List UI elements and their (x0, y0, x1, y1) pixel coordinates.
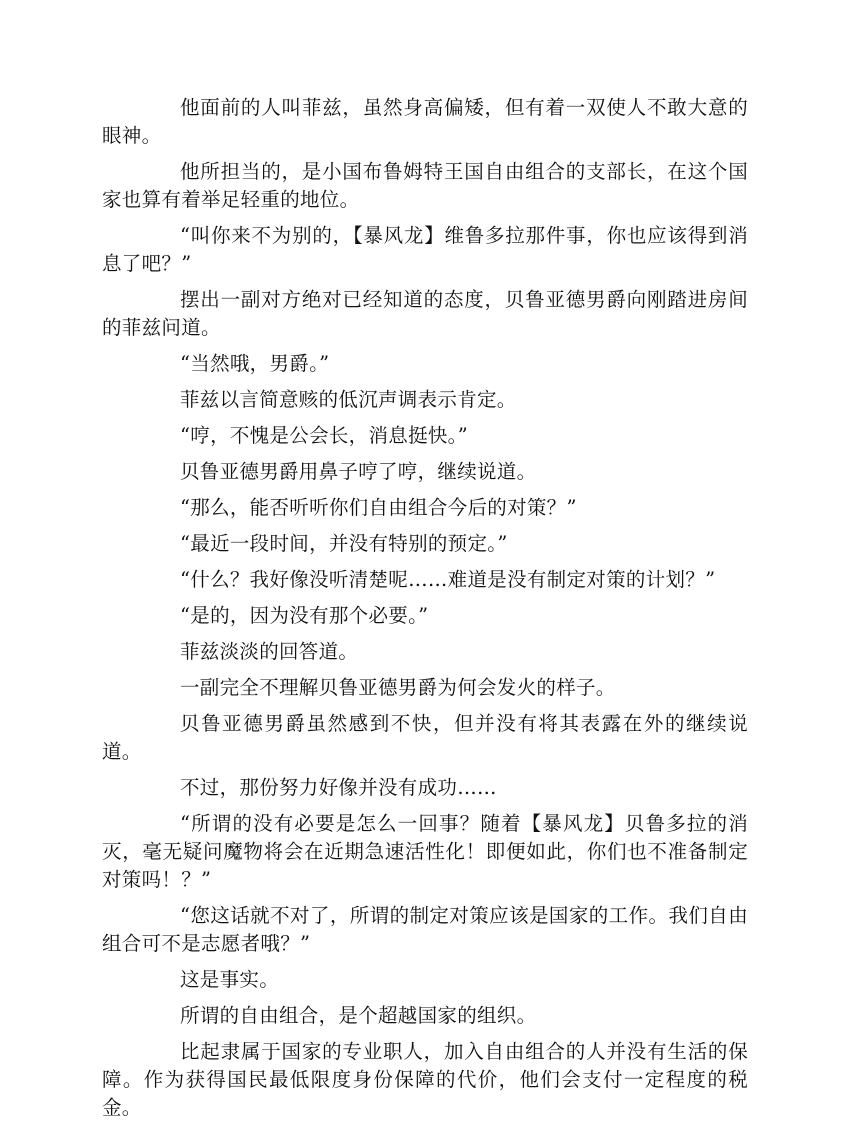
paragraph: “那么，能否听听你们自由组合今后的对策？” (180, 496, 577, 519)
paragraph: 贝鲁亚德男爵用鼻子哼了哼，继续说道。 (180, 460, 537, 483)
paragraph: “是的，因为没有那个必要。” (180, 604, 429, 627)
paragraph: 菲兹淡淡的回答道。 (180, 640, 359, 663)
paragraph: 他面前的人叫菲兹，虽然身高偏矮，但有着一双使人不敢大意的眼神。 (102, 96, 748, 147)
paragraph: “叫你来不为别的，【暴风龙】维鲁多拉那件事，你也应该得到消息了吧？” (102, 224, 748, 275)
paragraph: “您这话就不对了，所谓的制定对策应该是国家的工作。我们自由组合可不是志愿者哦？” (102, 904, 748, 955)
paragraph: “什么？我好像没听清楚呢……难道是没有制定对策的计划？” (180, 568, 716, 591)
paragraph: 摆出一副对方绝对已经知道的态度，贝鲁亚德男爵向刚踏进房间的菲兹问道。 (102, 288, 748, 339)
paragraph: 贝鲁亚德男爵虽然感到不快，但并没有将其表露在外的继续说道。 (102, 712, 748, 763)
paragraph: 所谓的自由组合，是个超越国家的组织。 (180, 1004, 537, 1027)
paragraph: “所谓的没有必要是怎么一回事？随着【暴风龙】贝鲁多拉的消灭，毫无疑问魔物将会在近期急速活性化！即便如此，你们也不准备制定对策吗！？” (102, 812, 748, 891)
paragraph: 菲兹以言简意赅的低沉声调表示肯定。 (180, 388, 517, 411)
paragraph: “哼，不愧是公会长，消息挺快。” (180, 424, 468, 447)
paragraph: “当然哦，男爵。” (180, 352, 330, 375)
paragraph: 不过，那份努力好像并没有成功…… (180, 776, 497, 799)
paragraph: 这是事实。 (180, 968, 280, 991)
paragraph: 一副完全不理解贝鲁亚德男爵为何会发火的样子。 (180, 676, 616, 699)
paragraph: 他所担当的，是小国布鲁姆特王国自由组合的支部长，在这个国家也算有着举足轻重的地位。 (102, 160, 748, 211)
paragraph: “最近一段时间，并没有特别的预定。” (180, 532, 508, 555)
document-body (102, 94, 748, 1130)
paragraph: 比起隶属于国家的专业职人，加入自由组合的人并没有生活的保障。作为获得国民最低限度身份保障的代价，他们会支付一定程度的税金。 (102, 1040, 748, 1119)
